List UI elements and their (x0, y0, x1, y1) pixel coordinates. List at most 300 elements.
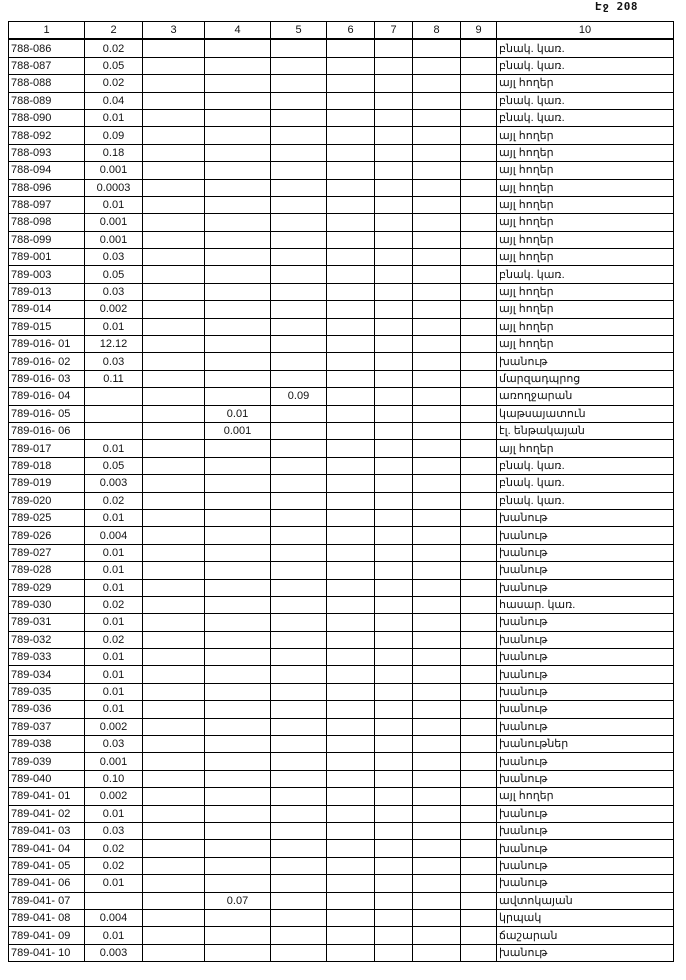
cell-col-7 (375, 683, 413, 700)
cell-col-8 (413, 39, 461, 57)
cell-col-2 (85, 388, 143, 405)
cell-col-6 (327, 283, 375, 300)
cell-col-4 (205, 579, 271, 596)
cell-col-10: խանութ (497, 666, 674, 683)
cell-col-3 (143, 92, 205, 109)
cell-col-10: բնակ. կառ. (497, 492, 674, 509)
cell-col-6 (327, 718, 375, 735)
cell-col-1: 788-094 (9, 162, 85, 179)
cell-col-6 (327, 631, 375, 648)
cell-col-4 (205, 196, 271, 213)
cell-col-7 (375, 788, 413, 805)
cell-col-6 (327, 301, 375, 318)
cell-col-6 (327, 249, 375, 266)
cell-col-9 (461, 840, 497, 857)
cell-col-10: խանութ (497, 753, 674, 770)
column-header-7: 7 (375, 22, 413, 40)
cell-col-7 (375, 840, 413, 857)
cell-col-9 (461, 527, 497, 544)
cell-col-4 (205, 301, 271, 318)
cell-col-8 (413, 753, 461, 770)
cell-col-3 (143, 144, 205, 161)
cell-col-3 (143, 336, 205, 353)
cell-col-2: 0.01 (85, 509, 143, 526)
cell-col-9 (461, 683, 497, 700)
cell-col-7 (375, 579, 413, 596)
cell-col-2: 0.01 (85, 666, 143, 683)
cell-col-3 (143, 840, 205, 857)
cell-col-2: 0.01 (85, 196, 143, 213)
cell-col-4 (205, 718, 271, 735)
cell-col-7 (375, 770, 413, 787)
column-header-9: 9 (461, 22, 497, 40)
cell-col-8 (413, 805, 461, 822)
cell-col-5 (271, 614, 327, 631)
cell-col-3 (143, 179, 205, 196)
cell-col-8 (413, 422, 461, 439)
cell-col-9 (461, 475, 497, 492)
cell-col-5 (271, 736, 327, 753)
cell-col-5: 0.09 (271, 388, 327, 405)
cell-col-7 (375, 596, 413, 613)
cell-col-10: խանութ (497, 353, 674, 370)
cell-col-4 (205, 162, 271, 179)
cell-col-5 (271, 370, 327, 387)
cell-col-5 (271, 631, 327, 648)
cell-col-6 (327, 666, 375, 683)
table-row (9, 631, 674, 648)
cell-col-2: 0.01 (85, 927, 143, 944)
table-row (9, 92, 674, 109)
cell-col-5 (271, 857, 327, 874)
cell-col-5 (271, 927, 327, 944)
cell-col-5 (271, 579, 327, 596)
cell-col-10: այլ հողեր (497, 318, 674, 335)
cell-col-9 (461, 457, 497, 474)
cell-col-5 (271, 822, 327, 839)
cell-col-1: 788-093 (9, 144, 85, 161)
cell-col-4: 0.07 (205, 892, 271, 909)
cell-col-4 (205, 701, 271, 718)
cell-col-4 (205, 109, 271, 126)
cell-col-4 (205, 266, 271, 283)
cell-col-9 (461, 875, 497, 892)
cell-col-7 (375, 944, 413, 961)
cell-col-10: այլ հողեր (497, 788, 674, 805)
cell-col-9 (461, 805, 497, 822)
table-row (9, 249, 674, 266)
cell-col-6 (327, 614, 375, 631)
header-row (9, 22, 674, 40)
cell-col-8 (413, 214, 461, 231)
cell-col-4 (205, 127, 271, 144)
cell-col-2: 0.18 (85, 144, 143, 161)
cell-col-7 (375, 162, 413, 179)
cell-col-5 (271, 701, 327, 718)
cell-col-9 (461, 649, 497, 666)
cell-col-8 (413, 527, 461, 544)
cell-col-6 (327, 179, 375, 196)
page-number: Էջ 208 (595, 0, 638, 13)
cell-col-3 (143, 927, 205, 944)
cell-col-2: 0.01 (85, 805, 143, 822)
cell-col-4 (205, 840, 271, 857)
cell-col-6 (327, 649, 375, 666)
cell-col-9 (461, 892, 497, 909)
cell-col-7 (375, 405, 413, 422)
cell-col-8 (413, 770, 461, 787)
cell-col-9 (461, 214, 497, 231)
cell-col-10: բնակ. կառ. (497, 475, 674, 492)
cell-col-7 (375, 875, 413, 892)
cell-col-6 (327, 596, 375, 613)
cell-col-2: 0.10 (85, 770, 143, 787)
cell-col-1: 789-041- 06 (9, 875, 85, 892)
cell-col-7 (375, 562, 413, 579)
cell-col-3 (143, 266, 205, 283)
cell-col-5 (271, 457, 327, 474)
cell-col-1: 789-001 (9, 249, 85, 266)
cell-col-7 (375, 509, 413, 526)
cell-col-8 (413, 683, 461, 700)
cell-col-1: 788-096 (9, 179, 85, 196)
cell-col-3 (143, 353, 205, 370)
cell-col-9 (461, 109, 497, 126)
cell-col-2: 0.01 (85, 562, 143, 579)
cell-col-5 (271, 162, 327, 179)
cell-col-10: ճաշարան (497, 927, 674, 944)
cell-col-2: 0.002 (85, 788, 143, 805)
cell-col-7 (375, 909, 413, 926)
cell-col-8 (413, 840, 461, 857)
cell-col-8 (413, 283, 461, 300)
cell-col-7 (375, 127, 413, 144)
column-header-8: 8 (413, 22, 461, 40)
cell-col-10: այլ հողեր (497, 231, 674, 248)
column-header-5: 5 (271, 22, 327, 40)
cell-col-3 (143, 805, 205, 822)
cell-col-5 (271, 336, 327, 353)
cell-col-8 (413, 179, 461, 196)
cell-col-7 (375, 249, 413, 266)
cell-col-1: 789-017 (9, 440, 85, 457)
cell-col-10: խանութ (497, 614, 674, 631)
table-row (9, 75, 674, 92)
cell-col-9 (461, 179, 497, 196)
cell-col-2: 0.01 (85, 579, 143, 596)
cell-col-4 (205, 214, 271, 231)
cell-col-1: 788-090 (9, 109, 85, 126)
cell-col-9 (461, 370, 497, 387)
cell-col-2 (85, 422, 143, 439)
cell-col-1: 788-098 (9, 214, 85, 231)
cell-col-10: խանութ (497, 822, 674, 839)
table-row (9, 283, 674, 300)
cell-col-10: կրպակ (497, 909, 674, 926)
cell-col-6 (327, 857, 375, 874)
cell-col-4 (205, 544, 271, 561)
cell-col-7 (375, 283, 413, 300)
cell-col-1: 789-016- 05 (9, 405, 85, 422)
cell-col-9 (461, 283, 497, 300)
cell-col-7 (375, 39, 413, 57)
cell-col-2: 0.05 (85, 57, 143, 74)
column-header-3: 3 (143, 22, 205, 40)
cell-col-9 (461, 701, 497, 718)
cell-col-8 (413, 144, 461, 161)
cell-col-6 (327, 39, 375, 57)
cell-col-8 (413, 475, 461, 492)
cell-col-8 (413, 440, 461, 457)
cell-col-6 (327, 805, 375, 822)
cell-col-7 (375, 614, 413, 631)
cell-col-7 (375, 231, 413, 248)
cell-col-10: խանութ (497, 805, 674, 822)
cell-col-10: այլ հողեր (497, 162, 674, 179)
cell-col-1: 789-025 (9, 509, 85, 526)
cell-col-8 (413, 318, 461, 335)
cell-col-9 (461, 544, 497, 561)
cell-col-9 (461, 509, 497, 526)
cell-col-10: խանութ (497, 875, 674, 892)
cell-col-8 (413, 892, 461, 909)
table-row (9, 370, 674, 387)
cell-col-2: 0.01 (85, 109, 143, 126)
cell-col-4 (205, 683, 271, 700)
cell-col-4 (205, 249, 271, 266)
cell-col-2: 0.01 (85, 875, 143, 892)
cell-col-1: 788-086 (9, 39, 85, 57)
cell-col-2: 0.04 (85, 92, 143, 109)
cell-col-3 (143, 666, 205, 683)
cell-col-2: 0.001 (85, 231, 143, 248)
cell-col-7 (375, 666, 413, 683)
cell-col-8 (413, 701, 461, 718)
cell-col-2: 0.01 (85, 318, 143, 335)
cell-col-1: 789-013 (9, 283, 85, 300)
cell-col-7 (375, 336, 413, 353)
cell-col-3 (143, 857, 205, 874)
cell-col-6 (327, 736, 375, 753)
cell-col-9 (461, 927, 497, 944)
cell-col-5 (271, 92, 327, 109)
cell-col-3 (143, 822, 205, 839)
cell-col-5 (271, 944, 327, 961)
cell-col-5 (271, 562, 327, 579)
cell-col-8 (413, 301, 461, 318)
cell-col-1: 789-041- 01 (9, 788, 85, 805)
cell-col-3 (143, 788, 205, 805)
cell-col-1: 789-027 (9, 544, 85, 561)
cell-col-5 (271, 892, 327, 909)
cell-col-4 (205, 805, 271, 822)
cell-col-1: 789-039 (9, 753, 85, 770)
cell-col-2: 0.01 (85, 440, 143, 457)
cell-col-4 (205, 75, 271, 92)
cell-col-5 (271, 57, 327, 74)
cell-col-6 (327, 579, 375, 596)
cell-col-6 (327, 944, 375, 961)
cell-col-6 (327, 701, 375, 718)
table-row (9, 718, 674, 735)
cell-col-10: էլ. ենթակայան (497, 422, 674, 439)
cell-col-6 (327, 840, 375, 857)
cell-col-3 (143, 649, 205, 666)
cell-col-2: 0.01 (85, 544, 143, 561)
cell-col-7 (375, 144, 413, 161)
cell-col-1: 789-003 (9, 266, 85, 283)
cell-col-5 (271, 875, 327, 892)
column-header-4: 4 (205, 22, 271, 40)
cell-col-2: 0.001 (85, 162, 143, 179)
land-registry-table (8, 21, 674, 962)
cell-col-6 (327, 457, 375, 474)
cell-col-8 (413, 596, 461, 613)
cell-col-3 (143, 683, 205, 700)
cell-col-3 (143, 614, 205, 631)
cell-col-3 (143, 909, 205, 926)
cell-col-2: 0.02 (85, 840, 143, 857)
table-row (9, 492, 674, 509)
cell-col-7 (375, 457, 413, 474)
cell-col-8 (413, 875, 461, 892)
table-row (9, 822, 674, 839)
cell-col-2: 0.11 (85, 370, 143, 387)
cell-col-5 (271, 231, 327, 248)
table-row (9, 509, 674, 526)
cell-col-3 (143, 892, 205, 909)
cell-col-7 (375, 927, 413, 944)
cell-col-10: այլ հողեր (497, 144, 674, 161)
cell-col-5 (271, 770, 327, 787)
cell-col-5 (271, 109, 327, 126)
cell-col-10: խանութ (497, 683, 674, 700)
table-row (9, 388, 674, 405)
table-row (9, 649, 674, 666)
cell-col-10: խանութ (497, 579, 674, 596)
cell-col-8 (413, 196, 461, 213)
cell-col-8 (413, 666, 461, 683)
cell-col-4 (205, 492, 271, 509)
cell-col-4 (205, 39, 271, 57)
cell-col-2: 0.02 (85, 75, 143, 92)
cell-col-4 (205, 875, 271, 892)
column-header-10: 10 (497, 22, 674, 40)
cell-col-3 (143, 544, 205, 561)
cell-col-9 (461, 92, 497, 109)
cell-col-2: 0.02 (85, 631, 143, 648)
table-row (9, 544, 674, 561)
cell-col-10: այլ հողեր (497, 440, 674, 457)
cell-col-4 (205, 649, 271, 666)
cell-col-4 (205, 457, 271, 474)
cell-col-10: այլ հողեր (497, 127, 674, 144)
cell-col-1: 789-041- 02 (9, 805, 85, 822)
cell-col-9 (461, 909, 497, 926)
cell-col-6 (327, 144, 375, 161)
cell-col-6 (327, 231, 375, 248)
cell-col-9 (461, 614, 497, 631)
table-row (9, 196, 674, 213)
cell-col-4 (205, 788, 271, 805)
cell-col-1: 789-015 (9, 318, 85, 335)
cell-col-10: այլ հողեր (497, 301, 674, 318)
cell-col-1: 789-016- 04 (9, 388, 85, 405)
cell-col-7 (375, 475, 413, 492)
cell-col-7 (375, 631, 413, 648)
cell-col-1: 789-041- 07 (9, 892, 85, 909)
cell-col-7 (375, 857, 413, 874)
cell-col-5 (271, 144, 327, 161)
cell-col-6 (327, 875, 375, 892)
cell-col-6 (327, 788, 375, 805)
cell-col-3 (143, 196, 205, 213)
cell-col-4 (205, 909, 271, 926)
cell-col-10: հասար. կառ. (497, 596, 674, 613)
cell-col-5 (271, 753, 327, 770)
cell-col-4 (205, 666, 271, 683)
cell-col-7 (375, 805, 413, 822)
cell-col-7 (375, 370, 413, 387)
cell-col-8 (413, 92, 461, 109)
table-row (9, 109, 674, 126)
table-row (9, 57, 674, 74)
cell-col-7 (375, 440, 413, 457)
cell-col-8 (413, 944, 461, 961)
cell-col-7 (375, 196, 413, 213)
table-row (9, 788, 674, 805)
cell-col-4 (205, 231, 271, 248)
cell-col-7 (375, 822, 413, 839)
cell-col-1: 789-035 (9, 683, 85, 700)
cell-col-4 (205, 736, 271, 753)
cell-col-6 (327, 405, 375, 422)
cell-col-7 (375, 214, 413, 231)
cell-col-8 (413, 649, 461, 666)
cell-col-2: 0.03 (85, 249, 143, 266)
table-row (9, 475, 674, 492)
cell-col-2: 0.0003 (85, 179, 143, 196)
cell-col-9 (461, 75, 497, 92)
cell-col-6 (327, 822, 375, 839)
cell-col-2: 0.02 (85, 492, 143, 509)
cell-col-1: 789-026 (9, 527, 85, 544)
cell-col-2: 0.02 (85, 39, 143, 57)
table-row (9, 457, 674, 474)
table-row (9, 944, 674, 961)
cell-col-4 (205, 283, 271, 300)
cell-col-8 (413, 579, 461, 596)
cell-col-1: 788-099 (9, 231, 85, 248)
cell-col-6 (327, 388, 375, 405)
cell-col-2: 0.01 (85, 649, 143, 666)
cell-col-10: խանութ (497, 544, 674, 561)
cell-col-2: 0.03 (85, 283, 143, 300)
cell-col-1: 789-034 (9, 666, 85, 683)
table-row (9, 405, 674, 422)
cell-col-1: 789-041- 08 (9, 909, 85, 926)
cell-col-10: խանութ (497, 944, 674, 961)
table-row (9, 214, 674, 231)
cell-col-3 (143, 579, 205, 596)
cell-col-9 (461, 422, 497, 439)
cell-col-3 (143, 370, 205, 387)
cell-col-9 (461, 822, 497, 839)
cell-col-6 (327, 492, 375, 509)
cell-col-3 (143, 770, 205, 787)
cell-col-5 (271, 353, 327, 370)
table-row (9, 909, 674, 926)
